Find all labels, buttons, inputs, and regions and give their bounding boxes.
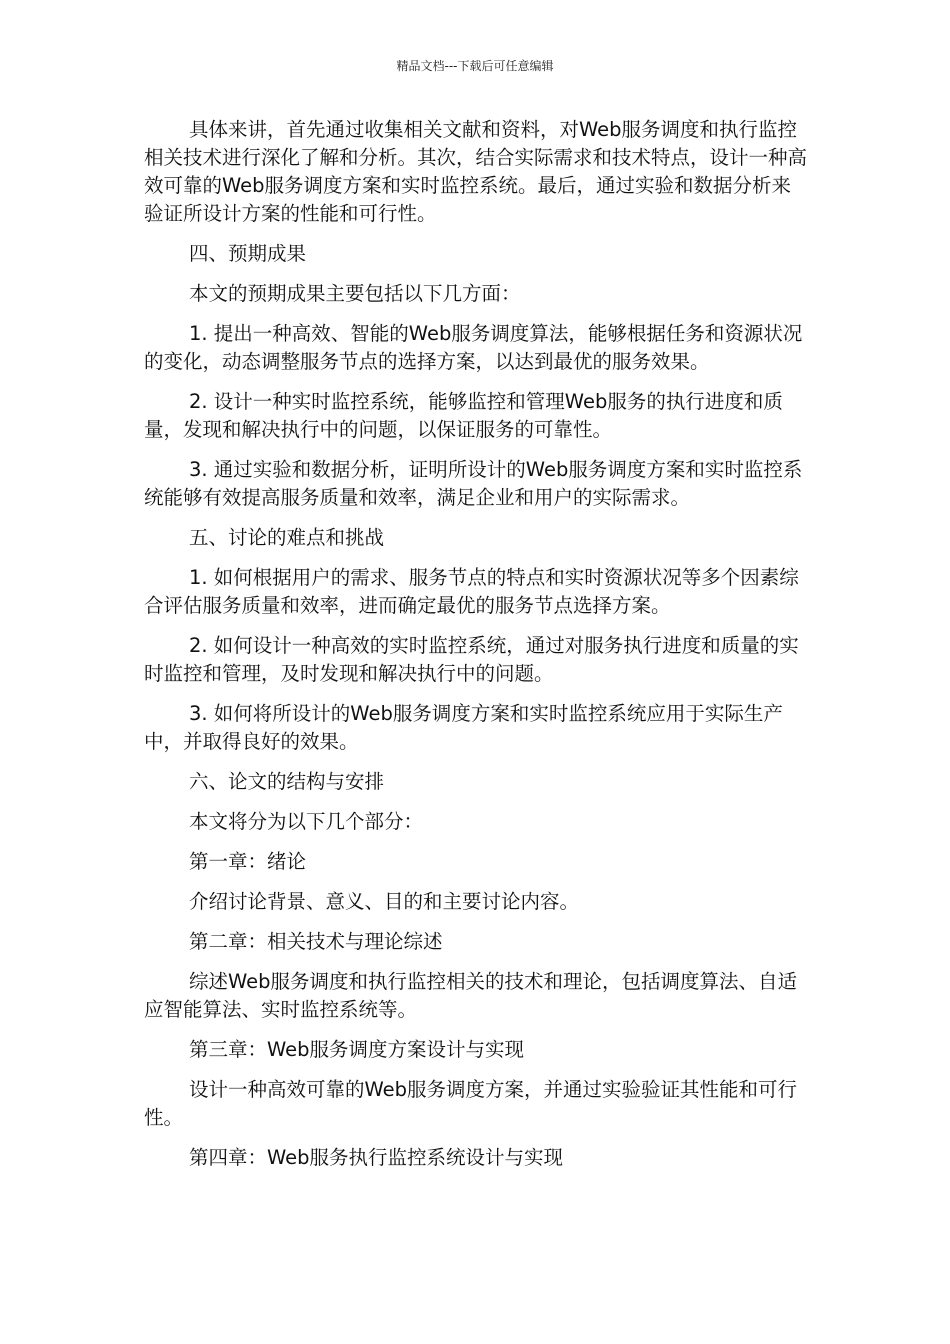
section-heading-expected-results: 四、预期成果 [189, 242, 307, 265]
chapter-3-title: 第三章：Web服务调度方案设计与实现 [189, 1038, 525, 1061]
paragraph-expected-results-intro: 本文的预期成果主要包括以下几方面： [189, 282, 521, 305]
paragraph-method-details: 具体来讲，首先通过收集相关文献和资料，对Web服务调度和执行监控相关技术进行深化了解和分析。其次，结合实际需求和技术特点，设计一种高效可靠的Web服务调度方案和实时监控系统。最后，通过实验和数据分析来验证所设计方案的性能和可行性。 [144, 118, 808, 225]
list-item-challenge-2: 2. 如何设计一种高效的实时监控系统，通过对服务执行进度和质量的实时监控和管理，及时发现和解决执行中的问题。 [144, 634, 799, 685]
section-heading-challenges: 五、讨论的难点和挑战 [189, 526, 385, 549]
list-item-challenge-1: 1. 如何根据用户的需求、服务节点的特点和实时资源状况等多个因素综合评估服务质量和效率，进而确定最优的服务节点选择方案。 [144, 566, 799, 617]
section-heading-structure: 六、论文的结构与安排 [189, 770, 385, 793]
chapter-3-description: 设计一种高效可靠的Web服务调度方案，并通过实验验证其性能和可行性。 [144, 1078, 798, 1129]
list-item-challenge-3: 3. 如何将所设计的Web服务调度方案和实时监控系统应用于实际生产中，并取得良好的效果。 [144, 702, 783, 753]
list-item-result-2: 2. 设计一种实时监控系统，能够监控和管理Web服务的执行进度和质量，发现和解决执行中的问题，以保证服务的可靠性。 [144, 390, 783, 441]
chapter-4-title: 第四章：Web服务执行监控系统设计与实现 [189, 1146, 564, 1169]
list-item-result-1: 1. 提出一种高效、智能的Web服务调度算法，能够根据任务和资源状况的变化，动态调整服务节点的选择方案，以达到最优的服务效果。 [144, 322, 803, 373]
chapter-2-description: 综述Web服务调度和执行监控相关的技术和理论，包括调度算法、自适应智能算法、实时监控系统等。 [144, 970, 798, 1021]
page-header: 精品文档---下载后可任意编辑 [396, 59, 554, 73]
document-body [144, 116, 809, 1184]
paragraph-structure-intro: 本文将分为以下几个部分： [189, 810, 424, 833]
chapter-1-title: 第一章：绪论 [189, 850, 307, 873]
chapter-1-description: 介绍讨论背景、意义、目的和主要讨论内容。 [189, 890, 580, 913]
list-item-result-3: 3. 通过实验和数据分析，证明所设计的Web服务调度方案和实时监控系统能够有效提高服务质量和效率，满足企业和用户的实际需求。 [144, 458, 803, 509]
chapter-2-title: 第二章：相关技术与理论综述 [189, 930, 443, 953]
